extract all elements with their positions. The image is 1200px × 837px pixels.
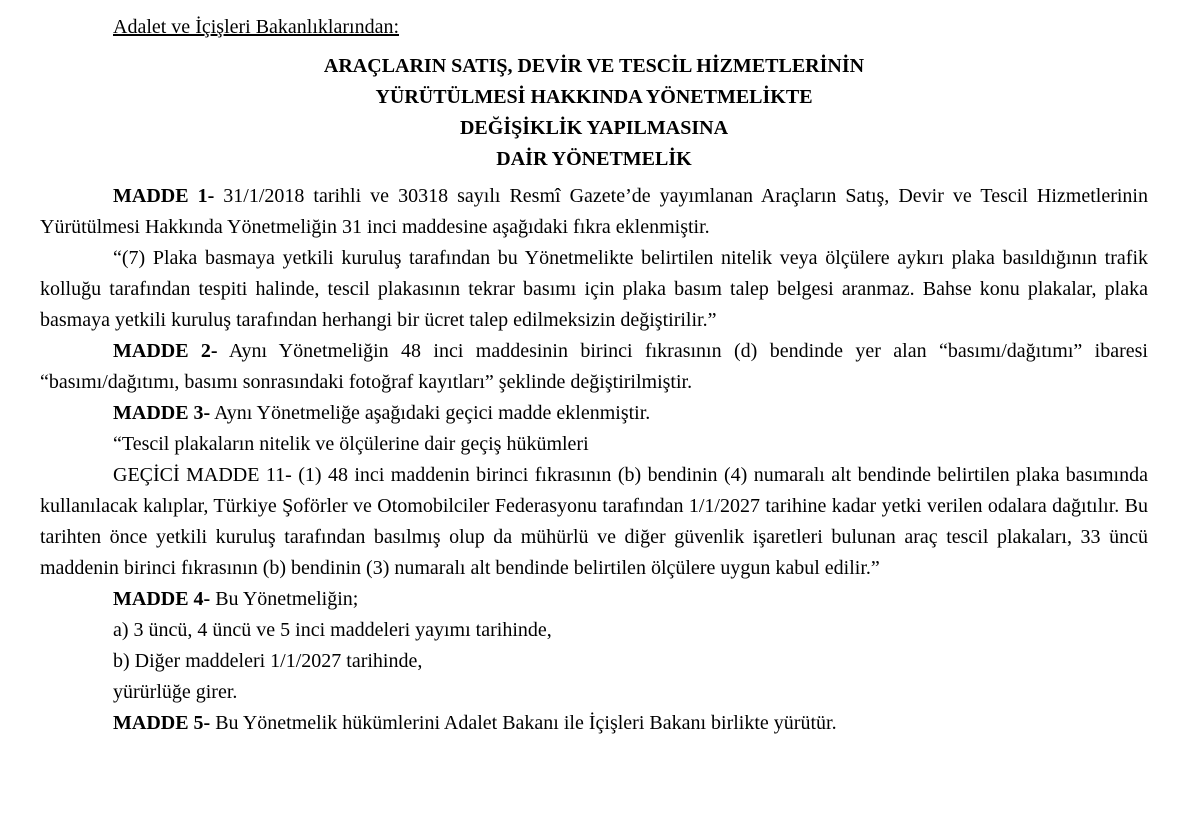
article-3-label: MADDE 3- [113,402,211,424]
article-4-label: MADDE 4- [113,588,211,610]
article-2-label: MADDE 2- [113,340,218,362]
title-line-1: ARAÇLARIN SATIŞ, DEVİR VE TESCİL HİZMETLERİNİN [323,55,865,77]
article-1-quote: “(7) Plaka basmaya yetkili kuruluş tarafından bu Yönetmelikte belirtilen nitelik veya ölçülere aykırı plaka basıldığının trafik kolluğu tarafından tespiti halinde, tescil plakasının tekrar basımı için plaka basım talep belgesi aranmaz. Bahse konu plakalar, plaka basmaya yetkili kuruluş tarafından herhangi bir ücret talep edilmeksizin değiştirilir.” [40,247,1148,331]
transitional-article-11: GEÇİCİ MADDE 11- (1) 48 inci maddenin birinci fıkrasının (b) bendinin (4) numaralı alt bendinde belirtilen plaka basımında kullanılacak kalıplar, Türkiye Şoförler ve Otomobilciler Federasyonu tarafından 1/1/2027 tarihine kadar yetki verilen odalara dağıtılır. Bu tarihten önce yetkili kuruluş tarafından basılmış olup da mühürlü ve diğer güvenlik işaretleri bulunan araç tescil plakaları, 33 üncü maddenin birinci fıkrasının (b) bendinin (3) numaralı alt bendinde belirtilen ölçülere uygun kabul edilir.” [40,464,1148,579]
article-5-label: MADDE 5- [113,712,211,734]
transitional-heading: “Tescil plakaların nitelik ve ölçülerine dair geçiş hükümleri [113,433,589,455]
article-1-label: MADDE 1- [113,185,215,207]
article-3 [40,398,1148,429]
article-2 [40,336,1148,398]
regulation-title [40,51,1148,175]
title-line-3: DEĞİŞİKLİK YAPILMASINA [459,117,729,139]
title-line-2: YÜRÜTÜLMESİ HAKKINDA YÖNETMELİKTE [375,86,813,108]
article-4-item-a: a) 3 üncü, 4 üncü ve 5 inci maddeleri yayımı tarihinde, [113,619,552,641]
issuer-heading: Adalet ve İçişleri Bakanlıklarından: [113,16,400,38]
article-4-text: Bu Yönetmeliğin; [210,588,359,610]
article-2-text: Aynı Yönetmeliğin 48 inci maddesinin birinci fıkrasının (d) bendinde yer alan “basımı/dağıtımı” ibaresi “basımı/dağıtımı, basımı sonrasındaki fotoğraf kayıtları” şeklinde değiştirilmiştir. [40,340,1148,393]
title-line-4: DAİR YÖNETMELİK [496,148,692,170]
article-5 [40,708,1148,739]
article-3-text: Aynı Yönetmeliğe aşağıdaki geçici madde eklenmiştir. [210,402,651,424]
article-4-item-b: b) Diğer maddeleri 1/1/2027 tarihinde, [113,650,423,672]
article-5-text: Bu Yönetmelik hükümlerini Adalet Bakanı ile İçişleri Bakanı birlikte yürütür. [210,712,837,734]
article-1-text: 31/1/2018 tarihli ve 30318 sayılı Resmî Gazete’de yayımlanan Araçların Satış, Devir ve Tescil Hizmetlerinin Yürütülmesi Hakkında Yönetmeliğin 31 inci maddesine aşağıdaki fıkra eklenmiştir. [40,185,1148,238]
article-1 [40,181,1148,243]
article-4 [40,584,1148,615]
article-4-closing: yürürlüğe girer. [113,681,238,703]
